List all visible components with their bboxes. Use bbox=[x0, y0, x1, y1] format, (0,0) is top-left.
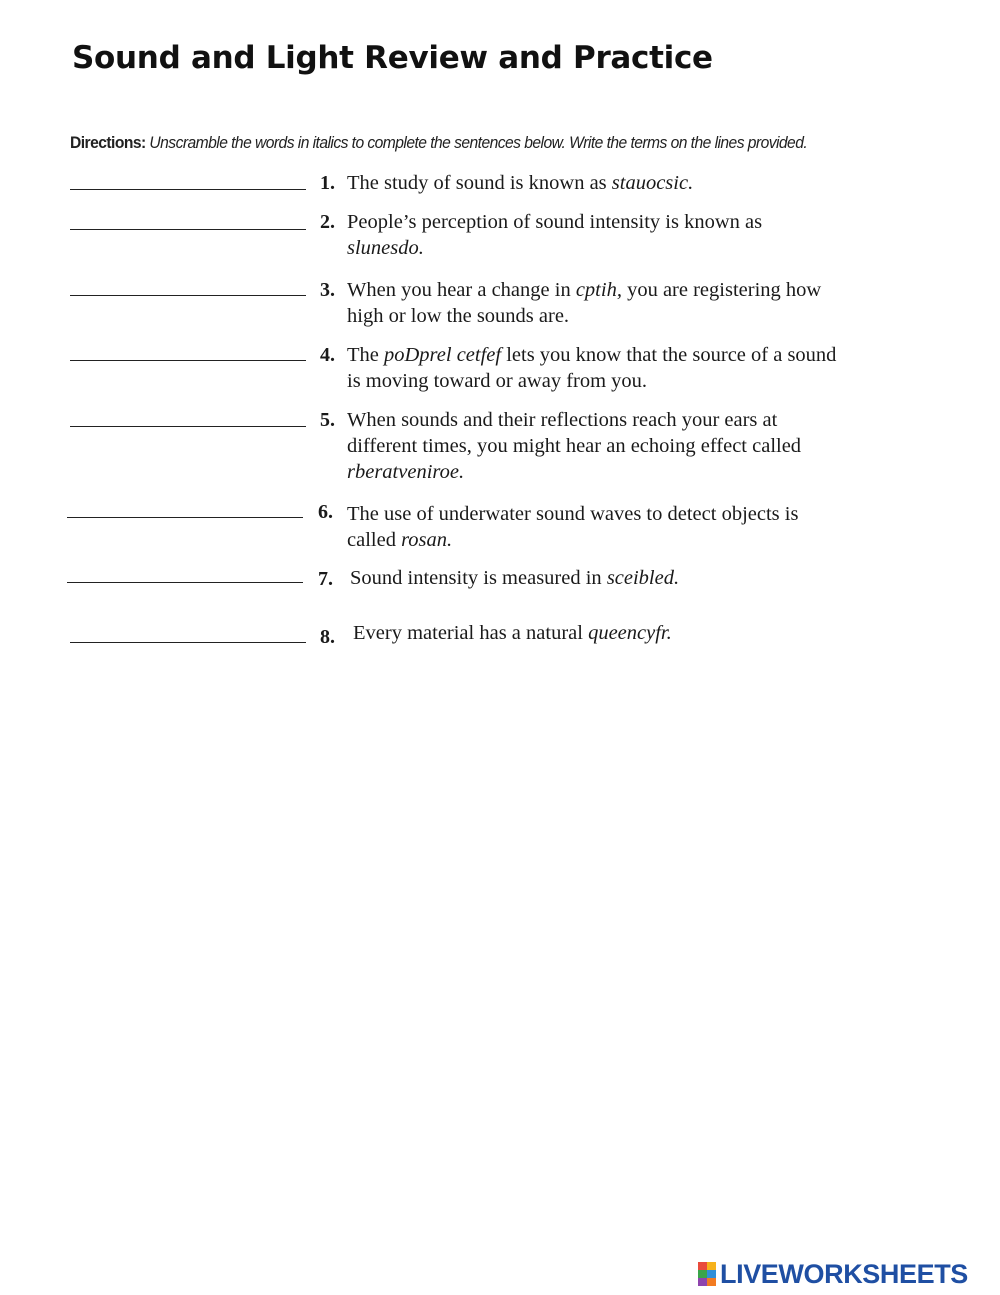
answer-line-8[interactable] bbox=[70, 642, 306, 643]
directions-label: Directions: bbox=[70, 133, 146, 152]
question-number: 2. bbox=[320, 211, 335, 233]
worksheet-title: Sound and Light Review and Practice bbox=[72, 40, 713, 76]
scrambled-word: stauocsic. bbox=[611, 172, 694, 194]
answer-line-2[interactable] bbox=[70, 229, 306, 230]
question-text: The poDprel cetfef lets you know that the source of a sound is moving toward or away from you. bbox=[347, 344, 837, 392]
scrambled-word: queencyfr. bbox=[588, 622, 672, 644]
scrambled-word: sceibled. bbox=[606, 567, 680, 589]
question-text: When you hear a change in cptih, you are registering how high or low the sounds are. bbox=[347, 279, 822, 327]
scrambled-word: poDprel cetfef bbox=[384, 344, 502, 366]
answer-line-3[interactable] bbox=[70, 295, 306, 296]
directions bbox=[70, 133, 861, 153]
question-number: 3. bbox=[320, 279, 335, 301]
question-number: 8. bbox=[320, 626, 335, 648]
question-text: When sounds and their reflections reach your ears at different times, you might hear an echoing effect called rberatveniroe. bbox=[347, 409, 802, 483]
question-text: People’s perception of sound intensity is known as slunesdo. bbox=[347, 211, 763, 259]
scrambled-word: rosan. bbox=[401, 529, 453, 551]
question-text: The use of underwater sound waves to detect objects is called rosan. bbox=[347, 503, 799, 551]
question-text: Every material has a natural queencyfr. bbox=[353, 622, 672, 644]
answer-line-6[interactable] bbox=[67, 517, 303, 518]
scrambled-word: cptih, bbox=[575, 279, 622, 301]
answer-line-7[interactable] bbox=[67, 582, 303, 583]
answer-line-4[interactable] bbox=[70, 360, 306, 361]
scrambled-word: rberatveniroe. bbox=[347, 461, 465, 483]
question-number: 1. bbox=[320, 172, 335, 194]
logo-text: LIVEWORKSHEETS bbox=[720, 1258, 968, 1289]
directions-text: Unscramble the words in italics to complete the sentences below. Write the terms on the lines provided. bbox=[149, 133, 808, 152]
logo-blocks-icon bbox=[698, 1262, 716, 1286]
liveworksheets-logo[interactable] bbox=[698, 1260, 968, 1288]
scrambled-word: slunesdo. bbox=[347, 237, 424, 259]
question-number: 4. bbox=[320, 344, 335, 366]
question-number: 6. bbox=[318, 501, 333, 523]
question-text: Sound intensity is measured in sceibled. bbox=[350, 567, 680, 589]
question-number: 5. bbox=[320, 409, 335, 431]
question-number: 7. bbox=[318, 568, 333, 590]
answer-line-1[interactable] bbox=[70, 189, 306, 190]
question-text: The study of sound is known as stauocsic. bbox=[347, 172, 694, 194]
answer-line-5[interactable] bbox=[70, 426, 306, 427]
